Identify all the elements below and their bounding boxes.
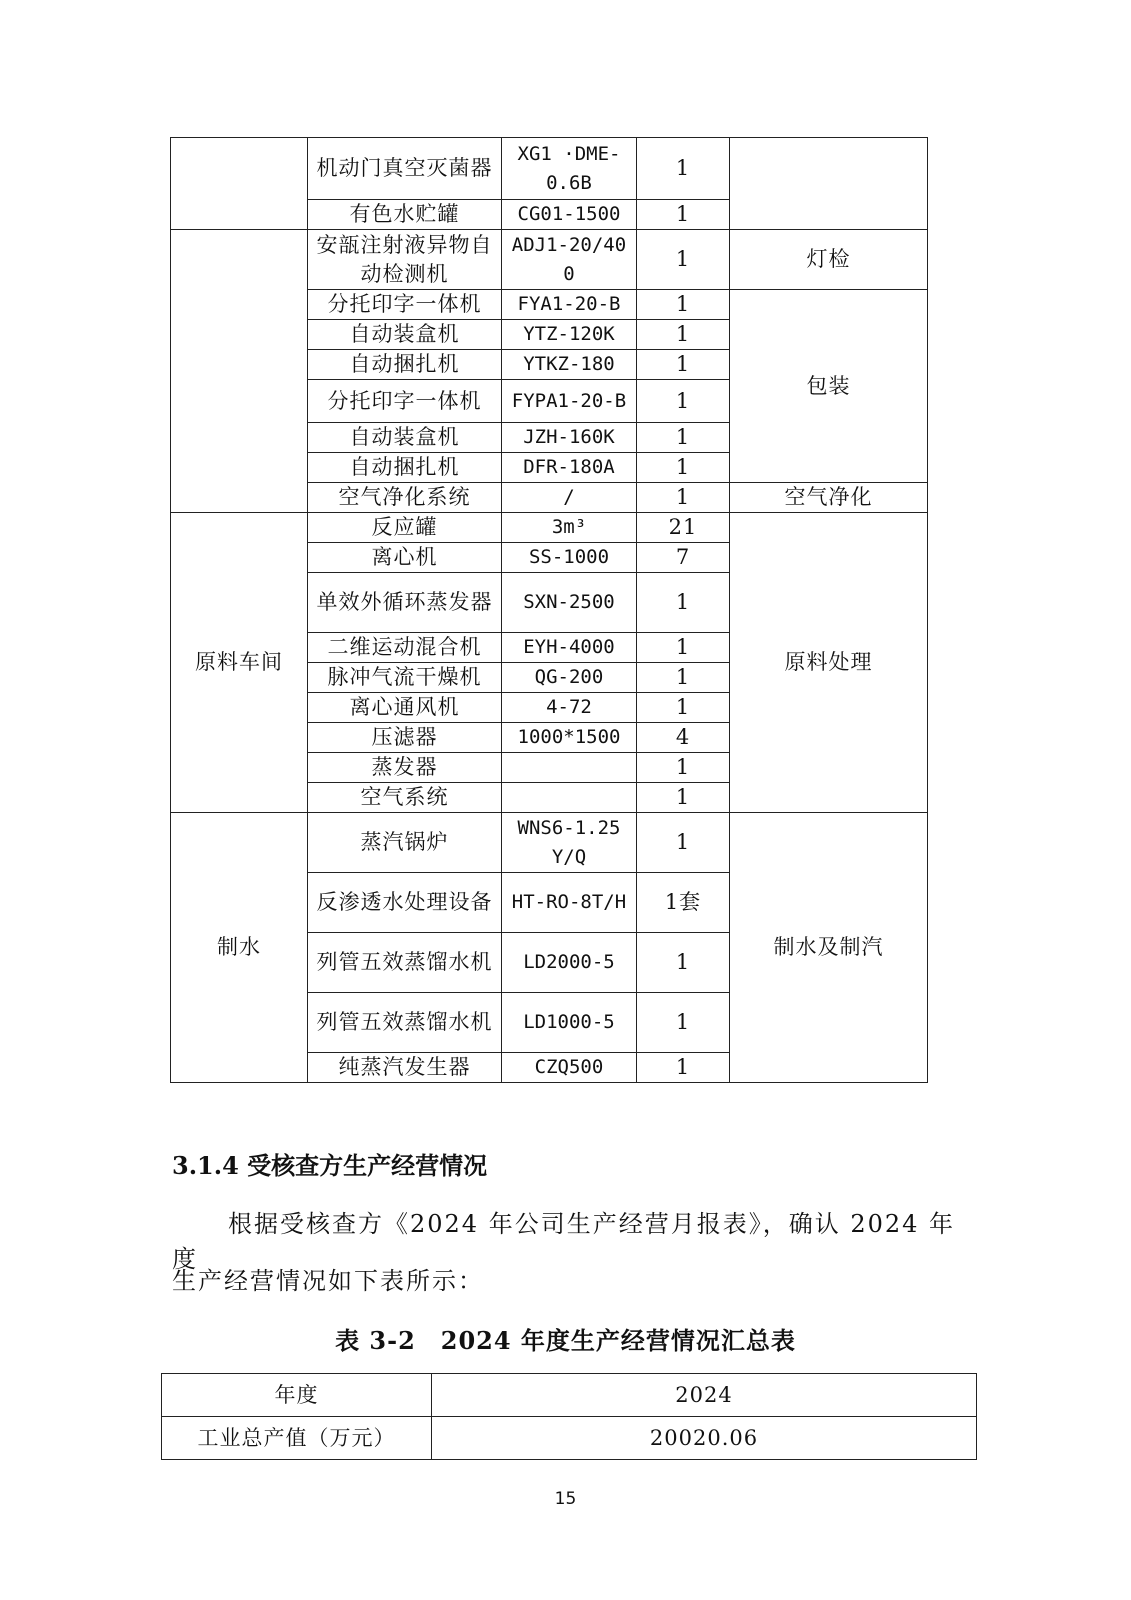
equipment-qty-cell: 1 bbox=[637, 573, 730, 633]
table-row bbox=[171, 230, 928, 290]
equipment-name-cell: 自动装盒机 bbox=[308, 320, 502, 350]
equipment-qty-cell: 1 bbox=[637, 693, 730, 723]
equipment-name-cell: 列管五效蒸馏水机 bbox=[308, 993, 502, 1053]
equipment-qty-cell: 1 bbox=[637, 1053, 730, 1083]
equipment-name-cell: 自动捆扎机 bbox=[308, 453, 502, 483]
equipment-model-cell: EYH-4000 bbox=[502, 633, 637, 663]
equipment-model-cell: SXN-2500 bbox=[502, 573, 637, 633]
equipment-name-cell: 自动捆扎机 bbox=[308, 350, 502, 380]
equipment-qty-cell: 1 bbox=[637, 633, 730, 663]
equipment-name-cell: 空气净化系统 bbox=[308, 483, 502, 513]
process-cell: 灯检 bbox=[730, 230, 928, 290]
equipment-qty-cell: 7 bbox=[637, 543, 730, 573]
equipment-model-cell: YTZ-120K bbox=[502, 320, 637, 350]
equipment-model-cell: JZH-160K bbox=[502, 423, 637, 453]
equipment-name-cell: 分托印字一体机 bbox=[308, 380, 502, 423]
equipment-model-cell: CZQ500 bbox=[502, 1053, 637, 1083]
equipment-name-cell: 机动门真空灭菌器 bbox=[308, 138, 502, 200]
equipment-qty-cell: 4 bbox=[637, 723, 730, 753]
equipment-qty-cell: 1 bbox=[637, 663, 730, 693]
equipment-name-cell: 分托印字一体机 bbox=[308, 290, 502, 320]
table-row bbox=[162, 1374, 977, 1417]
process-cell-empty bbox=[730, 138, 928, 230]
table-row bbox=[162, 1417, 977, 1460]
summary-label-cell: 工业总产值（万元） bbox=[162, 1417, 432, 1460]
equipment-name-cell: 自动装盒机 bbox=[308, 423, 502, 453]
equipment-model-cell: YTKZ-180 bbox=[502, 350, 637, 380]
equipment-qty-cell: 1 bbox=[637, 423, 730, 453]
process-cell: 原料处理 bbox=[730, 513, 928, 813]
equipment-qty-cell: 1 bbox=[637, 200, 730, 230]
equipment-qty-cell: 21 bbox=[637, 513, 730, 543]
equipment-name-cell: 蒸汽锅炉 bbox=[308, 813, 502, 873]
equipment-model-cell: CG01-1500 bbox=[502, 200, 637, 230]
table-row bbox=[171, 138, 928, 200]
body-paragraph-line-1: 根据受核查方《2024 年公司生产经营月报表》，确认 2024 年度 bbox=[172, 1210, 956, 1273]
equipment-name-cell: 反渗透水处理设备 bbox=[308, 873, 502, 933]
equipment-name-cell: 反应罐 bbox=[308, 513, 502, 543]
equipment-name-cell: 离心通风机 bbox=[308, 693, 502, 723]
workshop-cell: 原料车间 bbox=[171, 513, 308, 813]
equipment-name-cell: 蒸发器 bbox=[308, 753, 502, 783]
equipment-name-cell: 离心机 bbox=[308, 543, 502, 573]
equipment-qty-cell: 1 bbox=[637, 783, 730, 813]
equipment-model-cell: SS-1000 bbox=[502, 543, 637, 573]
process-cell: 空气净化 bbox=[730, 483, 928, 513]
equipment-qty-cell: 1 bbox=[637, 483, 730, 513]
equipment-qty-cell: 1 bbox=[637, 453, 730, 483]
table-row bbox=[171, 813, 928, 873]
equipment-model-cell: WNS6-1.25Y/Q bbox=[502, 813, 637, 873]
process-cell: 制水及制汽 bbox=[730, 813, 928, 1083]
body-paragraph-line-2: 生产经营情况如下表所示： bbox=[172, 1267, 484, 1295]
equipment-table bbox=[170, 137, 928, 1083]
equipment-name-cell: 二维运动混合机 bbox=[308, 633, 502, 663]
page-number: 15 bbox=[554, 1489, 577, 1509]
equipment-model-cell: FYPA1-20-B bbox=[502, 380, 637, 423]
equipment-model-cell: DFR-180A bbox=[502, 453, 637, 483]
equipment-name-cell: 脉冲气流干燥机 bbox=[308, 663, 502, 693]
equipment-name-cell: 列管五效蒸馏水机 bbox=[308, 933, 502, 993]
equipment-qty-cell: 1 bbox=[637, 753, 730, 783]
equipment-qty-cell: 1 bbox=[637, 350, 730, 380]
equipment-name-cell: 空气系统 bbox=[308, 783, 502, 813]
equipment-qty-cell: 1 bbox=[637, 380, 730, 423]
workshop-cell-empty bbox=[171, 230, 308, 513]
equipment-model-cell: ADJ1-20/400 bbox=[502, 230, 637, 290]
equipment-model-cell: FYA1-20-B bbox=[502, 290, 637, 320]
summary-label-cell: 年度 bbox=[162, 1374, 432, 1417]
summary-table bbox=[161, 1373, 977, 1460]
equipment-model-cell bbox=[502, 753, 637, 783]
equipment-qty-cell: 1套 bbox=[637, 873, 730, 933]
table-caption: 表 3-2 2024 年度生产经营情况汇总表 bbox=[335, 1326, 796, 1355]
equipment-model-cell: 1000*1500 bbox=[502, 723, 637, 753]
table-row bbox=[171, 513, 928, 543]
equipment-model-cell: LD1000-5 bbox=[502, 993, 637, 1053]
equipment-name-cell: 安瓿注射液异物自动检测机 bbox=[308, 230, 502, 290]
summary-value-cell: 2024 bbox=[432, 1374, 977, 1417]
equipment-qty-cell: 1 bbox=[637, 813, 730, 873]
equipment-name-cell: 纯蒸汽发生器 bbox=[308, 1053, 502, 1083]
equipment-model-cell: XG1 ·DME-0.6B bbox=[502, 138, 637, 200]
equipment-name-cell: 压滤器 bbox=[308, 723, 502, 753]
equipment-qty-cell: 1 bbox=[637, 138, 730, 200]
section-heading: 3.1.4 受核查方生产经营情况 bbox=[172, 1151, 488, 1180]
equipment-name-cell: 单效外循环蒸发器 bbox=[308, 573, 502, 633]
summary-value-cell: 20020.06 bbox=[432, 1417, 977, 1460]
equipment-model-cell: QG-200 bbox=[502, 663, 637, 693]
workshop-cell-empty bbox=[171, 138, 308, 230]
equipment-model-cell: / bbox=[502, 483, 637, 513]
equipment-qty-cell: 1 bbox=[637, 933, 730, 993]
process-cell: 包装 bbox=[730, 290, 928, 483]
equipment-model-cell: HT-RO-8T/H bbox=[502, 873, 637, 933]
equipment-qty-cell: 1 bbox=[637, 320, 730, 350]
equipment-model-cell bbox=[502, 783, 637, 813]
equipment-model-cell: LD2000-5 bbox=[502, 933, 637, 993]
equipment-model-cell: 4-72 bbox=[502, 693, 637, 723]
equipment-name-cell: 有色水贮罐 bbox=[308, 200, 502, 230]
workshop-cell: 制水 bbox=[171, 813, 308, 1083]
equipment-qty-cell: 1 bbox=[637, 230, 730, 290]
equipment-qty-cell: 1 bbox=[637, 290, 730, 320]
equipment-model-cell: 3m³ bbox=[502, 513, 637, 543]
equipment-qty-cell: 1 bbox=[637, 993, 730, 1053]
